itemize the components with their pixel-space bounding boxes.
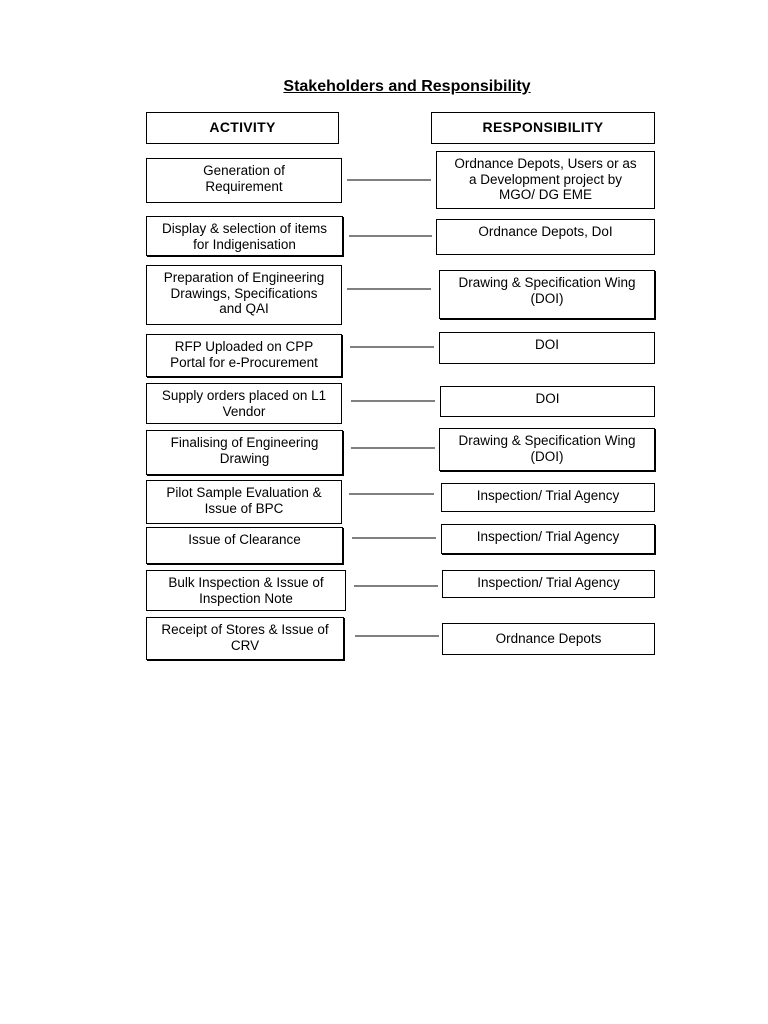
responsibility-box: DOI	[440, 386, 655, 417]
activity-box: Receipt of Stores & Issue of CRV	[146, 617, 344, 660]
activity-box: Issue of Clearance	[146, 527, 343, 564]
activity-box: Finalising of Engineering Drawing	[146, 430, 343, 475]
responsibility-box: Drawing & Specification Wing (DOI)	[439, 270, 655, 319]
responsibility-box: Ordnance Depots	[442, 623, 655, 655]
responsibility-box: DOI	[439, 332, 655, 364]
activity-box: RFP Uploaded on CPP Portal for e-Procurement	[146, 334, 342, 377]
responsibility-box: Ordnance Depots, Users or as a Development project by MGO/ DG EME	[436, 151, 655, 209]
responsibility-box: Ordnance Depots, DoI	[436, 219, 655, 255]
activity-box: Display & selection of items for Indigenisation	[146, 216, 343, 256]
activity-header: ACTIVITY	[146, 112, 339, 144]
responsibility-box: Inspection/ Trial Agency	[441, 483, 655, 512]
responsibility-box: Inspection/ Trial Agency	[441, 524, 655, 554]
responsibility-header: RESPONSIBILITY	[431, 112, 655, 144]
page-title: Stakeholders and Responsibility	[283, 78, 531, 95]
activity-box: Supply orders placed on L1 Vendor	[146, 383, 342, 424]
responsibility-box: Inspection/ Trial Agency	[442, 570, 655, 598]
activity-box: Bulk Inspection & Issue of Inspection Note	[146, 570, 346, 611]
responsibility-box: Drawing & Specification Wing (DOI)	[439, 428, 655, 471]
activity-box: Pilot Sample Evaluation & Issue of BPC	[146, 480, 342, 524]
activity-box: Preparation of Engineering Drawings, Specifications and QAI	[146, 265, 342, 325]
activity-box: Generation of Requirement	[146, 158, 342, 203]
